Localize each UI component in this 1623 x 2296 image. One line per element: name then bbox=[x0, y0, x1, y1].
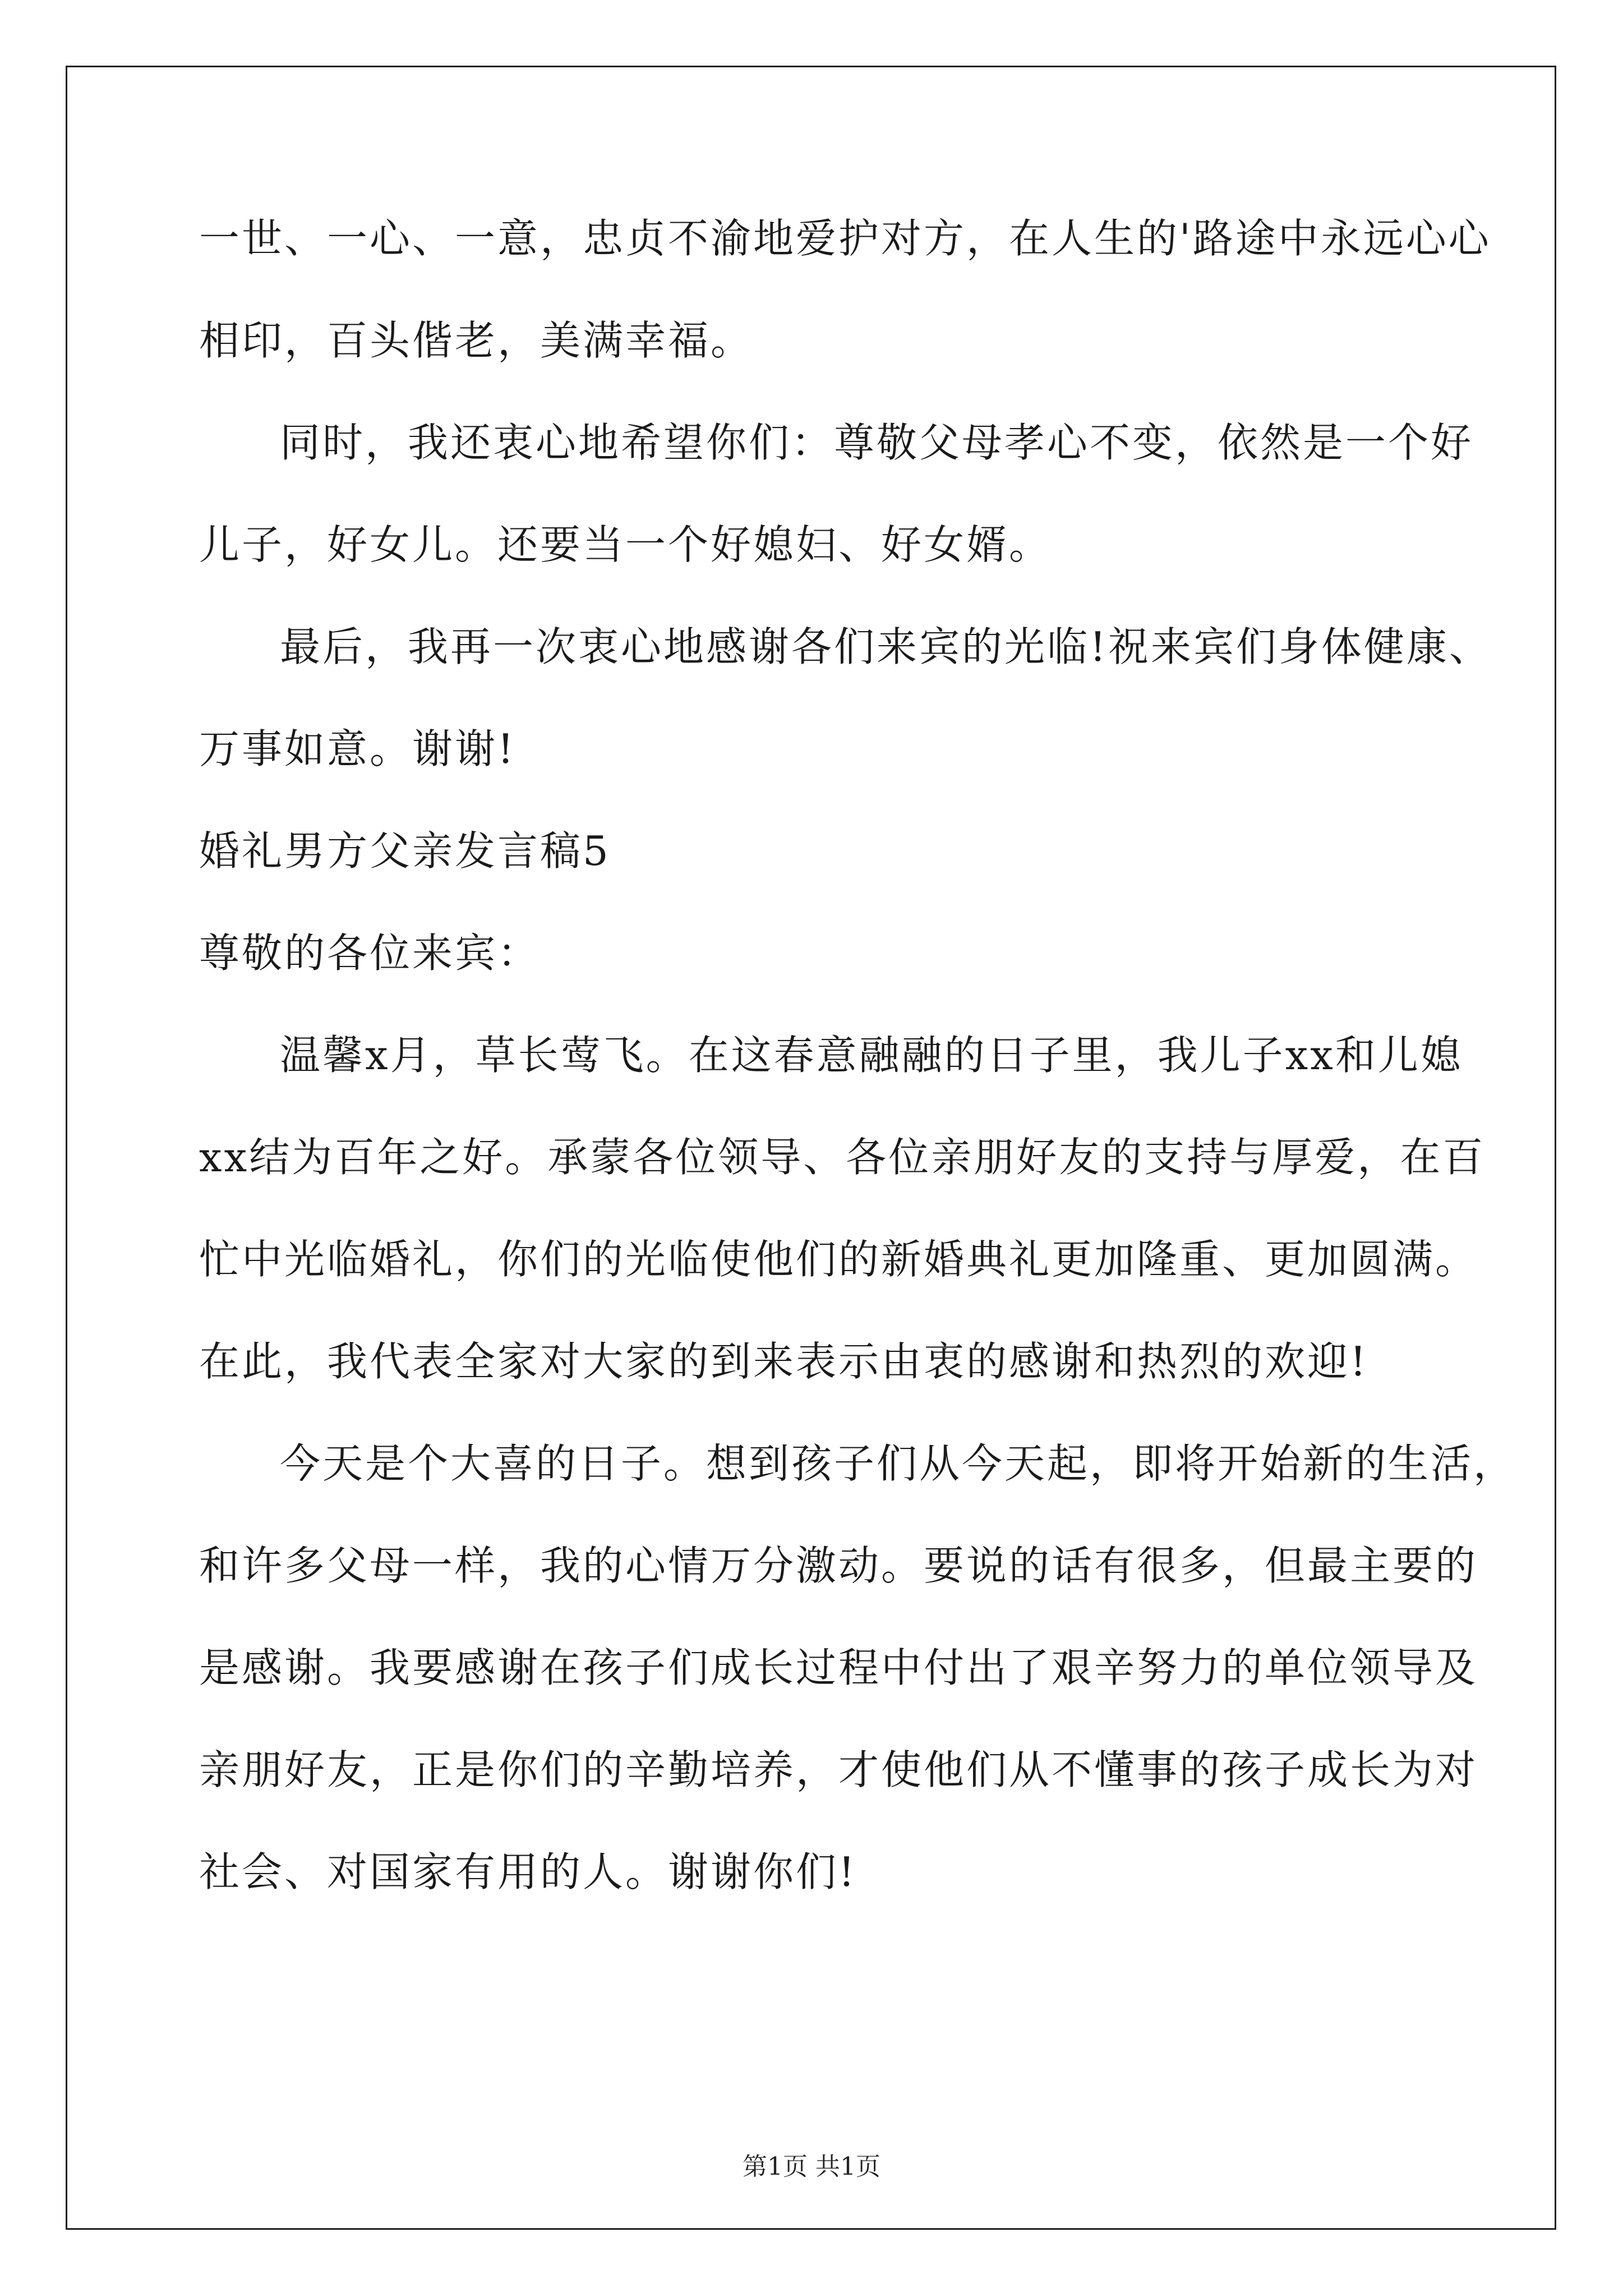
text-line: 社会、对国家有用的人。谢谢你们! bbox=[199, 1848, 857, 1895]
section-heading: 婚礼男方父亲发言稿5 bbox=[199, 827, 611, 875]
paragraph-start-line: 最后，我再一次衷心地感谢各们来宾的光临!祝来宾们身体健康、 bbox=[280, 623, 1492, 670]
text-line: 亲朋好友，正是你们的辛勤培养，才使他们从不懂事的孩子成长为对 bbox=[199, 1746, 1478, 1793]
paragraph-start-line: 同时，我还衷心地希望你们：尊敬父母孝心不变，依然是一个好 bbox=[280, 419, 1474, 466]
text-line: 忙中光临婚礼，你们的光临使他们的新婚典礼更加隆重、更加圆满。 bbox=[199, 1236, 1478, 1283]
text-line: 在此，我代表全家对大家的到来表示由衷的感谢和热烈的欢迎! bbox=[199, 1338, 1368, 1385]
text-line: xx结为百年之好。承蒙各位领导、各位亲朋好友的支持与厚爱，在百 bbox=[199, 1134, 1486, 1181]
text-line: 相印，百头偕老，美满幸福。 bbox=[199, 317, 754, 364]
salutation-line: 尊敬的各位来宾： bbox=[199, 930, 541, 977]
paragraph-start-line: 今天是个大喜的日子。想到孩子们从今天起，即将开始新的生活， bbox=[280, 1440, 1516, 1487]
text-line: 儿子，好女儿。还要当一个好媳妇、好女婿。 bbox=[199, 521, 1052, 568]
text-line: 一世、一心、一意，忠贞不渝地爱护对方，在人生的'路途中永远心心 bbox=[199, 215, 1491, 262]
text-line: 是感谢。我要感谢在孩子们成长过程中付出了艰辛努力的单位领导及 bbox=[199, 1644, 1478, 1691]
text-line: 万事如意。谢谢! bbox=[199, 725, 516, 772]
page-footer: 第1页 共1页 bbox=[743, 2152, 880, 2181]
paragraph-start-line: 温馨x月，草长莺飞。在这春意融融的日子里，我儿子xx和儿媳 bbox=[280, 1032, 1463, 1079]
text-line: 和许多父母一样，我的心情万分激动。要说的话有很多，但最主要的 bbox=[199, 1542, 1478, 1589]
